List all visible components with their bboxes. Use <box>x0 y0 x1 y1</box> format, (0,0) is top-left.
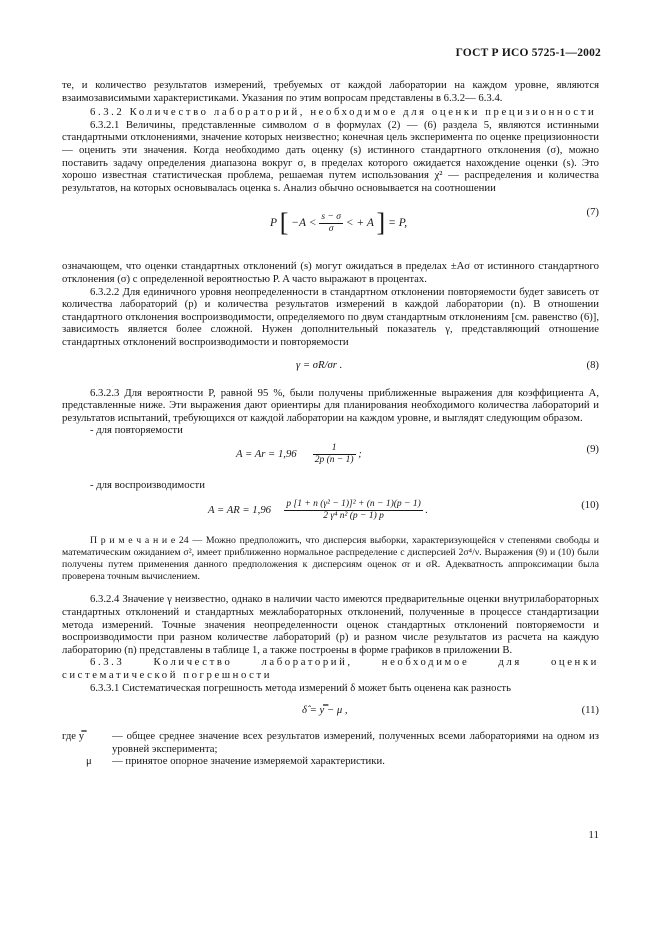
paragraph-6-3-2-1: 6.3.2.1 Величины, представленные символом σ в формулах (2) — (6) раздела 5, являются истинными стандартными отклонениями, значение которых неизвестно; конечная цель эксперимента по оценке прецизионности — оценить эти значения. Когда необходимо дать оценку (s) истинного стандартного отклонения (σ), можно поставить задачу определения диапазона вокруг σ, в пределах которого ожидается нахождение оценки (s). Это хорошо известная статистическая проблема, решаемая путем использования χ² — распределения и количества результатов, на которых основывалась оценка s. Анализ обычно основывается на соотношении <box>62 118 599 194</box>
note-24-label: П р и м е ч а н и е 24 — <box>90 535 203 547</box>
paragraph-intro: те, и количество результатов измерений, требуемых от каждой лаборатории на каждом уровне, являются взаимозависимыми характеристиками. Указания по этим вопросам представлены в 6.3.2— 6.3.4. <box>62 79 599 104</box>
definition-row-mu <box>62 755 599 768</box>
paragraph-6-3-2-2: 6.3.2.2 Для единичного уровня неопределенности в стандартном отклонении повторяемости будет зависеть от количества лабораторий (p) и количества результатов измерений в каждой лаборатории (n). В отношении стандартного отклонения воспроизводимости, определяемого по двум стандартным отклонениям [см. равенство (6)], зависимость является более сложной. Нужен дополнительный показатель γ, представляющий отношение стандартных отклонений воспроизводимости и повторяемости <box>62 285 599 348</box>
equation-number-8: (8) <box>586 358 599 371</box>
eq7-frac-top: s − σ <box>321 212 341 223</box>
equation-10 <box>62 495 599 525</box>
equation-7: P [ −A < $\frac{s - \sigma}{\sigma}$ < + A ] = P, (7) <box>270 206 599 238</box>
page-header-title: ГОСТ Р ИСО 5725-1—2002 <box>455 47 601 59</box>
paragraph-after-eq7: означающем, что оценки стандартных отклонений (s) могут ожидаться в пределах ±Aσ от истинного стандартного отклонения (σ) с определенной вероятностью P. A часто выражают в процентах. <box>62 260 599 285</box>
definition-text-y: — общее среднее значение всех результатов измерений, полученных всеми лабораториями на одном из уровней эксперимента; <box>112 730 599 755</box>
eq10-tail: . <box>425 504 429 517</box>
eq7-inner: −A < <box>291 217 317 230</box>
definition-symbol-y: где y̿ <box>62 730 85 743</box>
equation-9 <box>62 439 599 469</box>
label-for-repeatability: - для повторяемости <box>90 424 183 437</box>
eq7-right: < + A <box>345 217 374 230</box>
equation-number-11: (11) <box>581 704 599 717</box>
eq10-left: A = AR = 1,96 <box>208 504 272 517</box>
eq10-fraction <box>284 499 422 522</box>
equation-number-9: (9) <box>586 442 599 455</box>
eq9-frac-bottom: 2p (n − 1) <box>314 454 354 465</box>
paragraph-6-3-2-3: 6.3.2.3 Для вероятности P, равной 95 %, были получены приближенные выражения для коэффициента A, представленные ниже. Эти выражения дают ориентиры для планирования необходимого количества лабораторий и результатов испытаний, требующихся от каждой лаборатории на каждом уровне, и выглядят следующим образом. <box>62 386 599 424</box>
document-body <box>62 79 599 768</box>
section-heading-6-3-2: 6.3.2 Количество лабораторий, необходимое для оценки прецизионности <box>90 106 597 119</box>
eq7-left: P <box>270 217 277 230</box>
page-number: 11 <box>588 829 599 841</box>
definition-row-y <box>62 730 599 755</box>
equation-11 <box>62 704 599 722</box>
eq10-frac-top: p [1 + n (γ² − 1)]² + (n − 1)(p − 1) <box>286 499 421 510</box>
note-24 <box>62 535 599 583</box>
eq9-fraction <box>313 443 356 466</box>
eq8-expression: γ = σR/σr . <box>296 358 343 371</box>
note-24-text: Можно предположить, что дисперсия выборки, характеризующейся ν степенями свободы и математическим ожиданием σ², имеет приближенно нормальное распределение с дисперсией 2σ⁴/ν. Выражения (9) и (10) были получены путем применения данного предположения к дисперсиям оценок σr и σR. Адекватность аппроксимации была проверена точным вычислением. <box>62 535 599 583</box>
eq9-left: A = Ar = 1,96 <box>236 447 297 460</box>
eq10-frac-bottom: 2 γ⁴ n² (p − 1) p <box>323 511 384 522</box>
paragraph-6-3-2-4: 6.3.2.4 Значение γ неизвестно, однако в наличии часто имеются предварительные оценки внутрилабораторных стандартных отклонений и стандартных межлабораторных отклонений, полученные в процессе стандартизации метода измерений. Точные значения неопределенности оценок стандартных отклонений повторяемости и воспроизводимости при разном количестве лабораторий (p) и разном числе результатов из расчета на каждую лабораторию (n) представлены в таблице 1, а также построены в форме графиков в приложении В. <box>62 593 599 656</box>
eq9-tail: ; <box>358 447 362 460</box>
equation-number-10: (10) <box>581 499 599 512</box>
eq9-frac-top: 1 <box>313 443 356 455</box>
eq11-expression: δ̂ = y̿ − μ , <box>302 704 348 717</box>
definition-text-mu: — принятое опорное значение измеряемой характеристики. <box>112 755 385 768</box>
symbol-definitions <box>62 730 599 768</box>
definition-symbol-mu: μ <box>86 755 92 768</box>
section-heading-6-3-3: 6.3.3 Количество лабораторий, необходимое для оценки систематической погрешности <box>62 656 599 682</box>
equation-number-7: (7) <box>586 206 599 219</box>
eq7-tail: = P, <box>388 217 408 230</box>
label-for-reproducibility: - для воспроизводимости <box>90 478 205 491</box>
paragraph-6-3-3-1: 6.3.3.1 Систематическая погрешность метода измерений δ может быть оценена как разность <box>90 681 511 694</box>
eq7-frac-bottom: σ <box>328 224 334 235</box>
equation-8 <box>62 359 599 375</box>
eq7-fraction <box>319 212 343 235</box>
